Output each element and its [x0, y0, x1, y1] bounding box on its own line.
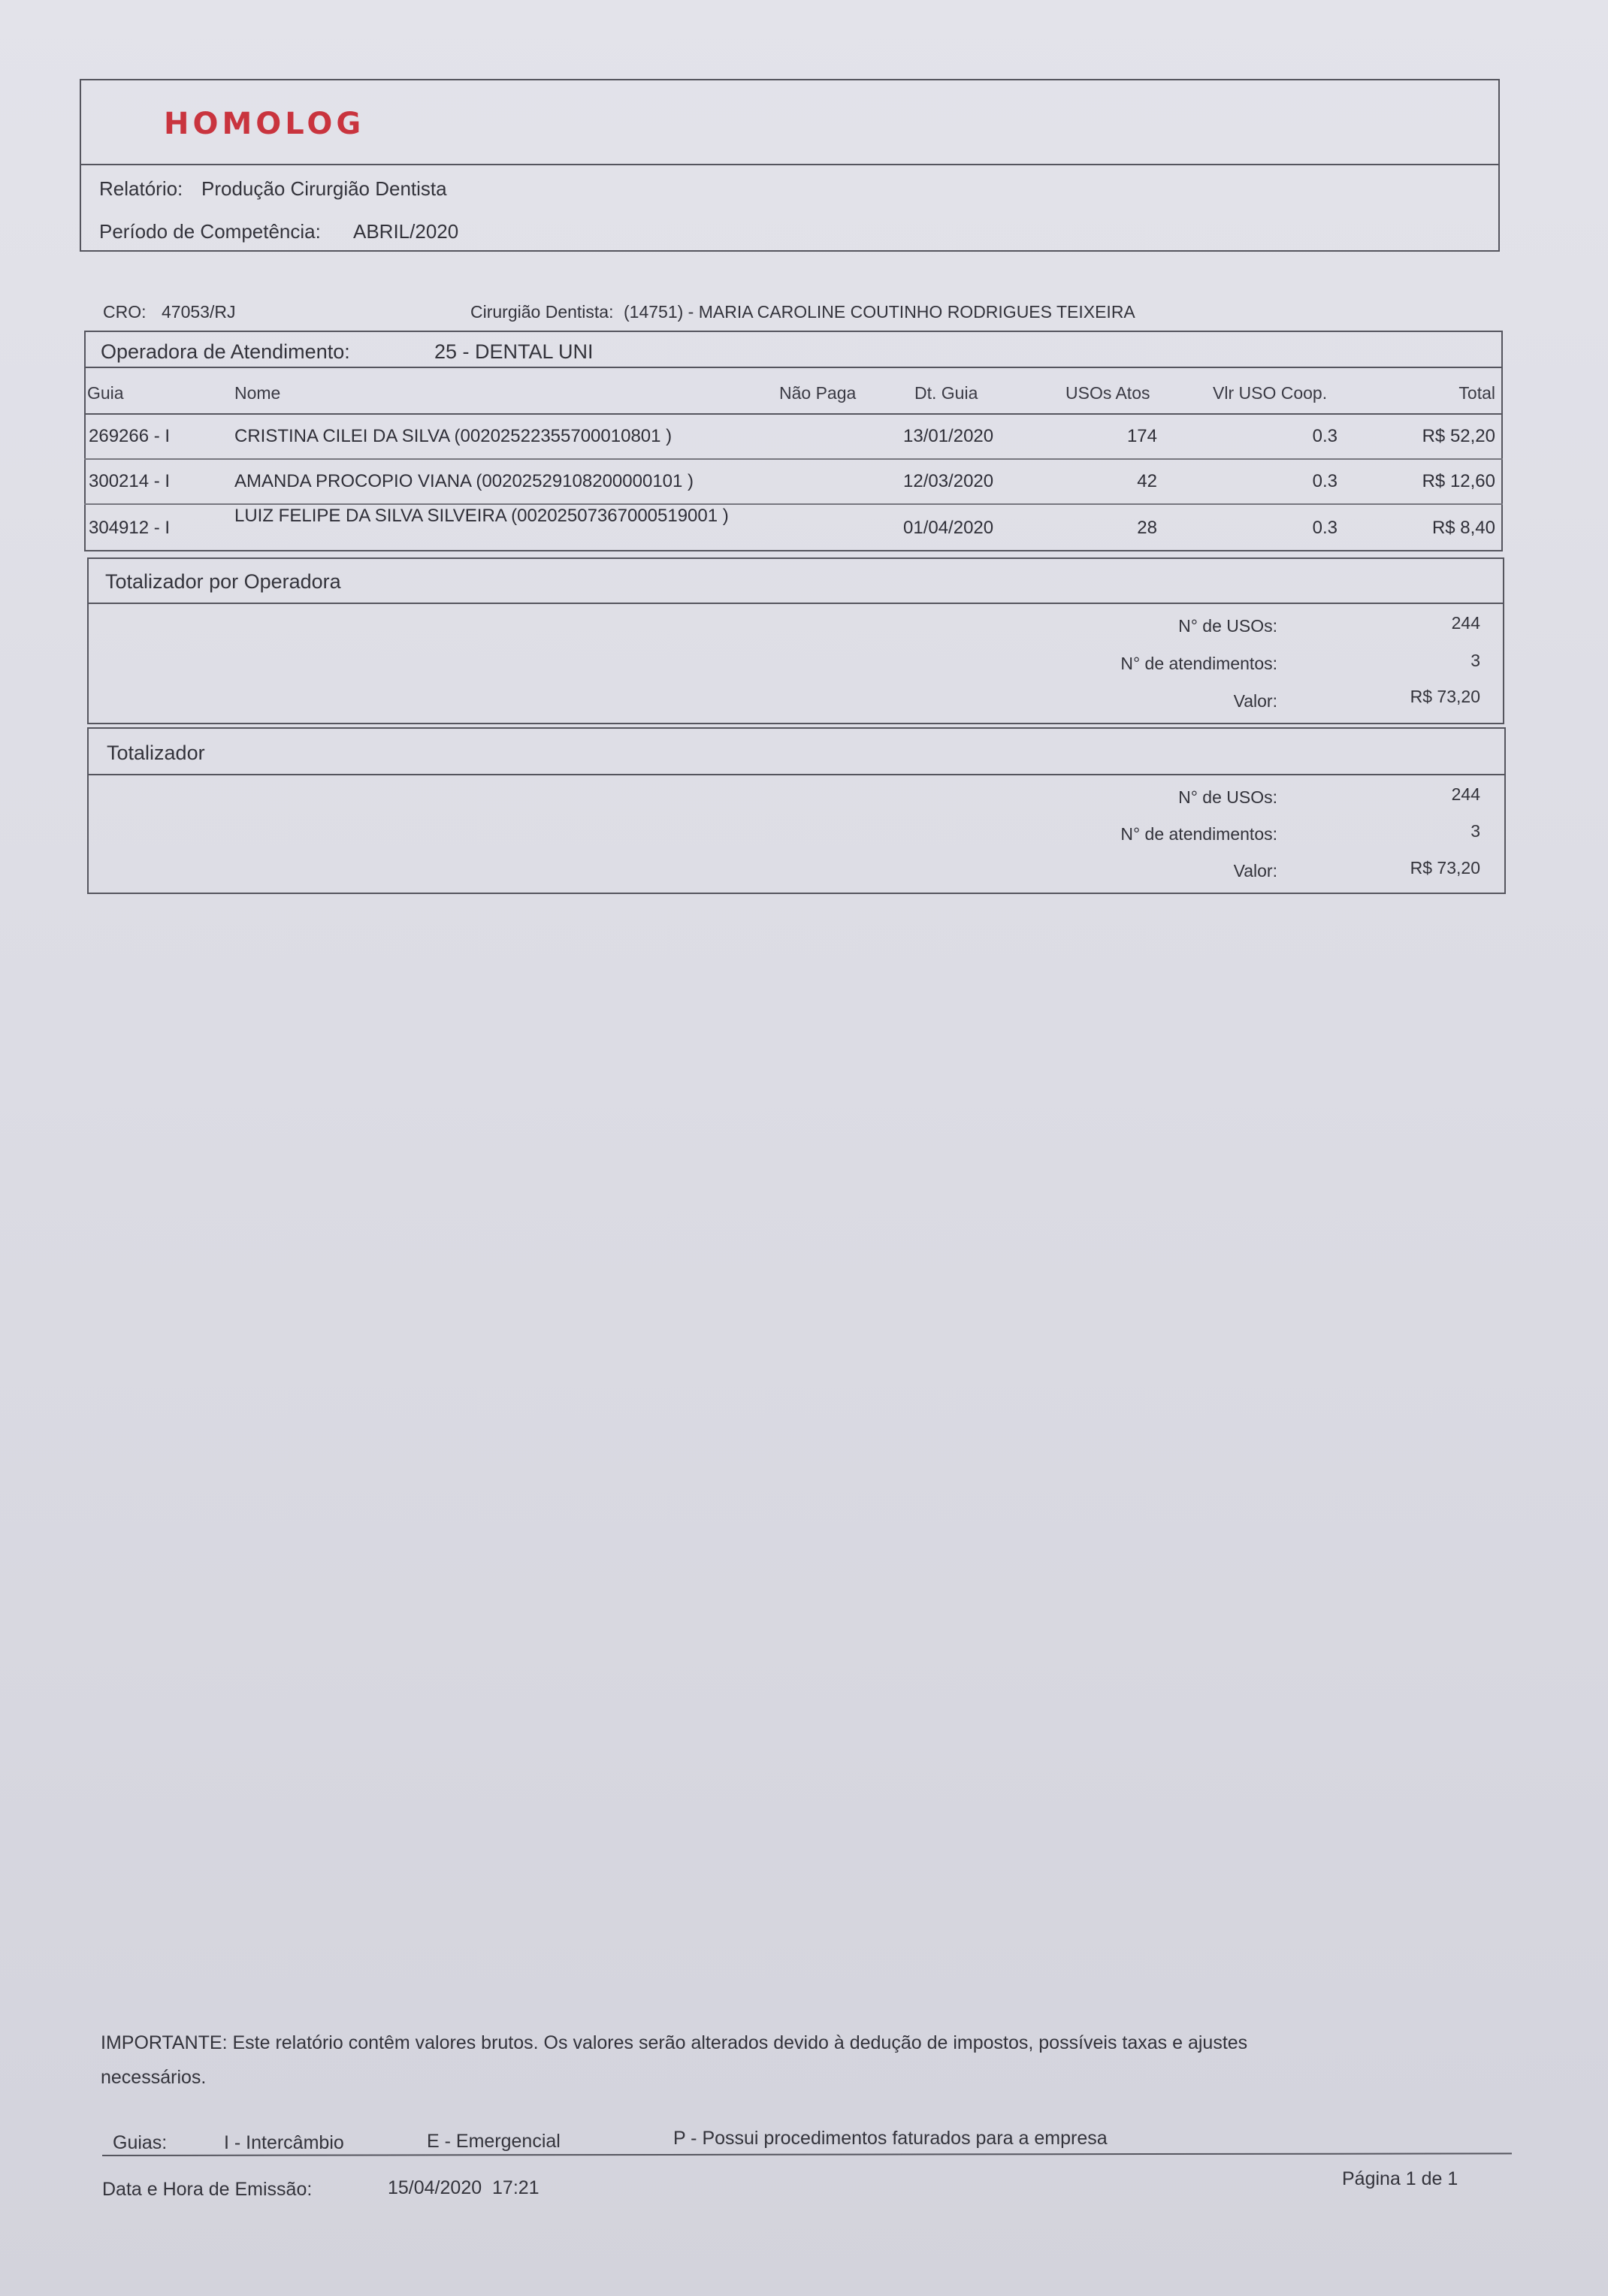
cell-vlr-uso: 0.3: [1312, 471, 1337, 491]
totalizador-operadora-usos-label: N° de USOs:: [1178, 616, 1277, 636]
col-header-vlr-uso-coop: Vlr USO Coop.: [1213, 383, 1328, 403]
dentist-label: Cirurgião Dentista:: [470, 302, 614, 322]
cell-total: R$ 52,20: [1422, 426, 1495, 446]
cell-usos: 174: [1126, 426, 1157, 446]
cell-dt-guia: 01/04/2020: [903, 518, 994, 538]
cell-dt-guia: 13/01/2020: [903, 426, 994, 446]
operadora-label: Operadora de Atendimento:: [101, 340, 350, 363]
periodo-label: Período de Competência:: [99, 220, 321, 243]
legend-intercambio: I - Intercâmbio: [224, 2132, 344, 2153]
homolog-logo: HOMOLOG: [164, 107, 365, 141]
row-divider: [84, 458, 1503, 460]
col-header-dt-guia: Dt. Guia: [914, 383, 978, 403]
cell-nome: CRISTINA CILEI DA SILVA (00202522355700010801 ): [234, 426, 673, 446]
totalizador-operadora-atend-label: N° de atendimentos:: [1120, 654, 1277, 673]
col-header-nao-paga: Não Paga: [779, 383, 857, 403]
totalizador-operadora-valor-value: R$ 73,20: [1410, 687, 1480, 706]
totalizador-box: [87, 727, 1506, 894]
relatorio-value: Produção Cirurgião Dentista: [201, 177, 447, 200]
cro-label: CRO:: [103, 302, 147, 322]
cell-total: R$ 8,40: [1431, 518, 1495, 538]
header-divider: [80, 164, 1500, 165]
col-header-total: Total: [1458, 383, 1495, 403]
cell-guia: 300214 - I: [89, 471, 171, 491]
cell-dt-guia: 12/03/2020: [903, 471, 994, 491]
page-number: Página 1 de 1: [1342, 2168, 1458, 2189]
dentist-value: (14751) - MARIA CAROLINE COUTINHO RODRIGUES TEIXEIRA: [624, 302, 1135, 322]
totalizador-operadora-divider: [87, 603, 1504, 604]
totalizador-divider: [87, 774, 1506, 775]
totalizador-usos-value: 244: [1451, 784, 1480, 804]
cro-value: 47053/RJ: [162, 302, 236, 322]
relatorio-label: Relatório:: [99, 177, 183, 200]
col-header-nome: Nome: [234, 383, 281, 403]
cell-guia: 304912 - I: [89, 518, 171, 538]
cell-nome: LUIZ FELIPE DA SILVA SILVEIRA (00202507367000519001 ): [234, 506, 729, 526]
cell-nome: AMANDA PROCOPIO VIANA (00202529108200000101 ): [234, 471, 694, 491]
legend-possui-procedimentos: P - Possui procedimentos faturados para a empresa: [673, 2128, 1108, 2149]
totalizador-operadora-valor-label: Valor:: [1233, 691, 1277, 711]
cell-vlr-uso: 0.3: [1312, 518, 1337, 538]
cell-vlr-uso: 0.3: [1312, 426, 1337, 446]
table-header-divider: [84, 413, 1503, 415]
totalizador-atend-label: N° de atendimentos:: [1120, 824, 1277, 844]
importante-line1: IMPORTANTE: Este relatório contêm valores brutos. Os valores serão alterados devido à dedução de impostos, possíveis taxas e ajustes: [101, 2032, 1248, 2053]
col-header-usos-atos: USOs Atos: [1065, 383, 1150, 403]
col-header-guia: Guia: [87, 383, 124, 403]
operadora-divider: [84, 367, 1503, 368]
totalizador-operadora-atend-value: 3: [1470, 651, 1480, 670]
cell-usos: 28: [1137, 518, 1157, 538]
totalizador-operadora-title: Totalizador por Operadora: [105, 570, 341, 593]
totalizador-title: Totalizador: [107, 742, 205, 764]
periodo-value: ABRIL/2020: [353, 220, 459, 243]
emissao-value: 15/04/2020 17:21: [388, 2177, 540, 2198]
cell-usos: 42: [1137, 471, 1157, 491]
totalizador-valor-label: Valor:: [1233, 861, 1277, 881]
row-divider: [84, 503, 1503, 505]
totalizador-atend-value: 3: [1470, 821, 1480, 841]
legend-emergencial: E - Emergencial: [427, 2131, 561, 2152]
cell-total: R$ 12,60: [1422, 471, 1495, 491]
operadora-value: 25 - DENTAL UNI: [434, 340, 594, 363]
totalizador-usos-label: N° de USOs:: [1178, 787, 1277, 807]
importante-line2: necessários.: [101, 2067, 207, 2088]
emissao-label: Data e Hora de Emissão:: [102, 2179, 313, 2200]
totalizador-operadora-usos-value: 244: [1451, 613, 1480, 633]
guias-label: Guias:: [113, 2132, 168, 2153]
totalizador-valor-value: R$ 73,20: [1410, 858, 1480, 878]
cell-guia: 269266 - I: [89, 426, 171, 446]
